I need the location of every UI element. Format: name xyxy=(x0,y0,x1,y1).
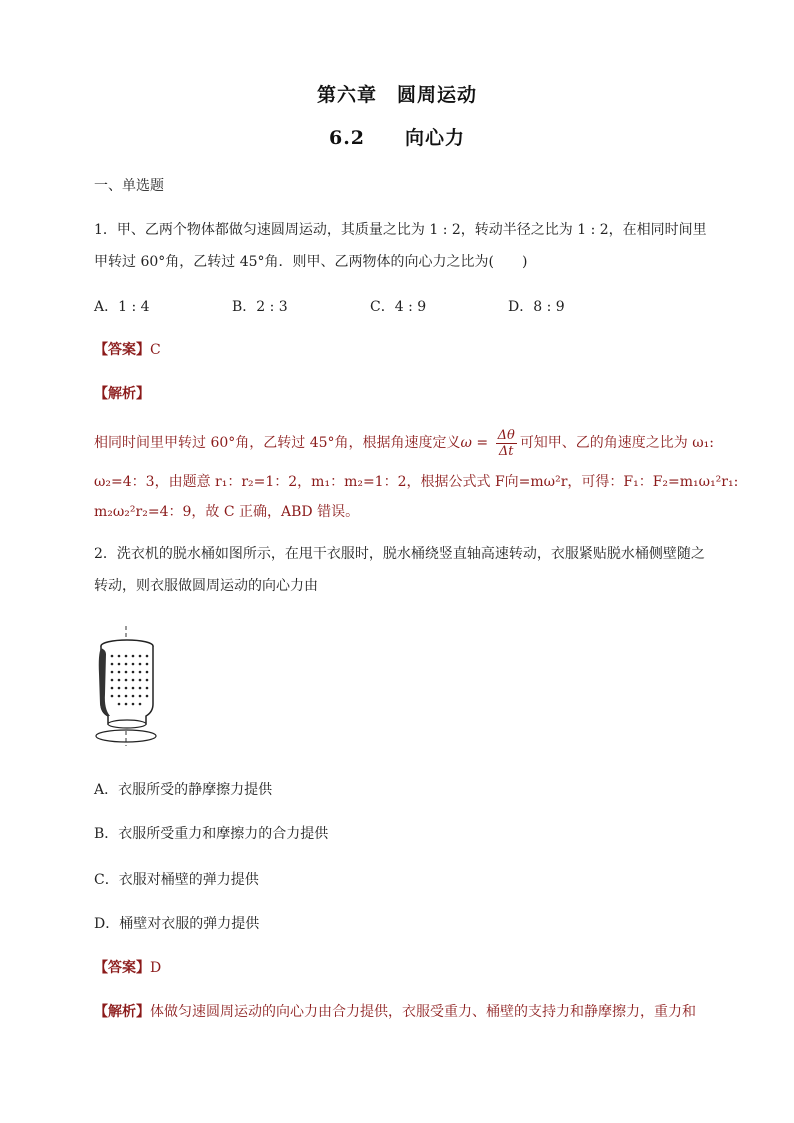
analysis-text: 体做匀速圆周运动的向心力由合力提供，衣服受重力、桶壁的支持力和静摩擦力，重力和 xyxy=(150,1004,696,1020)
analysis-tag: 【解析】 xyxy=(94,1004,150,1020)
q1-option-d: D．8 : 9 xyxy=(508,299,565,315)
q2-analysis xyxy=(94,1002,704,1022)
spin-dryer-drum-figure xyxy=(92,624,162,748)
q1-stem-line1: 1．甲、乙两个物体都做匀速圆周运动，其质量之比为 1 : 2，转动半径之比为 1 : 2，在相同时间里 xyxy=(94,222,707,238)
analysis-tag: 【解析】 xyxy=(94,386,150,402)
q1-analysis-line1 xyxy=(94,426,715,460)
q2-option-b: B．衣服所受重力和摩擦力的合力提供 xyxy=(94,826,329,842)
answer-tag: 【答案】 xyxy=(94,342,150,358)
answer-tag: 【答案】 xyxy=(94,960,150,976)
fraction-denominator: Δt xyxy=(498,443,514,459)
omega-symbol: ω xyxy=(460,435,472,451)
equals-sign: = xyxy=(471,435,493,451)
section-label: 一、单选题 xyxy=(94,178,164,194)
q1-stem-line2: 甲转过 60°角，乙转过 45°角．则甲、乙两物体的向心力之比为( ) xyxy=(94,254,528,270)
analysis-text: 相同时间里甲转过 60°角，乙转过 45°角，根据角速度定义 xyxy=(94,435,461,451)
fraction-numerator: Δθ xyxy=(497,427,515,443)
answer-value: C xyxy=(150,342,161,358)
q2-stem-line2: 转动，则衣服做圆周运动的向心力由 xyxy=(94,578,318,594)
q2-option-c: C．衣服对桶壁的弹力提供 xyxy=(94,872,259,888)
q1-option-b: B．2 : 3 xyxy=(232,299,288,315)
chapter-title: 第六章 圆周运动 xyxy=(316,84,477,106)
q1-analysis-line3: m₂ω₂²r₂=4：9，故 C 正确，ABD 错误。 xyxy=(94,504,360,520)
section-title: 6.2 向心力 xyxy=(328,127,466,149)
q1-analysis-line2: ω₂=4：3，由题意 r₁：r₂=1：2，m₁：m₂=1：2，根据公式式 F向=mω²r，可得：F₁：F₂=m₁ω₁²r₁: xyxy=(94,474,739,490)
q2-stem-line1: 2．洗衣机的脱水桶如图所示，在甩干衣服时，脱水桶绕竖直轴高速转动，衣服紧贴脱水桶侧壁随之 xyxy=(94,546,705,562)
q1-option-a: A．1 : 4 xyxy=(94,299,150,315)
q1-option-c: C．4 : 9 xyxy=(370,299,427,315)
q1-analysis-tag xyxy=(94,384,704,404)
q1-answer xyxy=(94,340,704,360)
analysis-text: 可知甲、乙的角速度之比为 ω₁: xyxy=(519,435,715,451)
q2-option-d: D．桶壁对衣服的弹力提供 xyxy=(94,916,260,932)
q2-option-a: A．衣服所受的静摩擦力提供 xyxy=(94,782,273,798)
answer-value: D xyxy=(150,960,162,976)
q2-answer xyxy=(94,958,704,978)
angular-velocity-fraction xyxy=(496,428,517,459)
